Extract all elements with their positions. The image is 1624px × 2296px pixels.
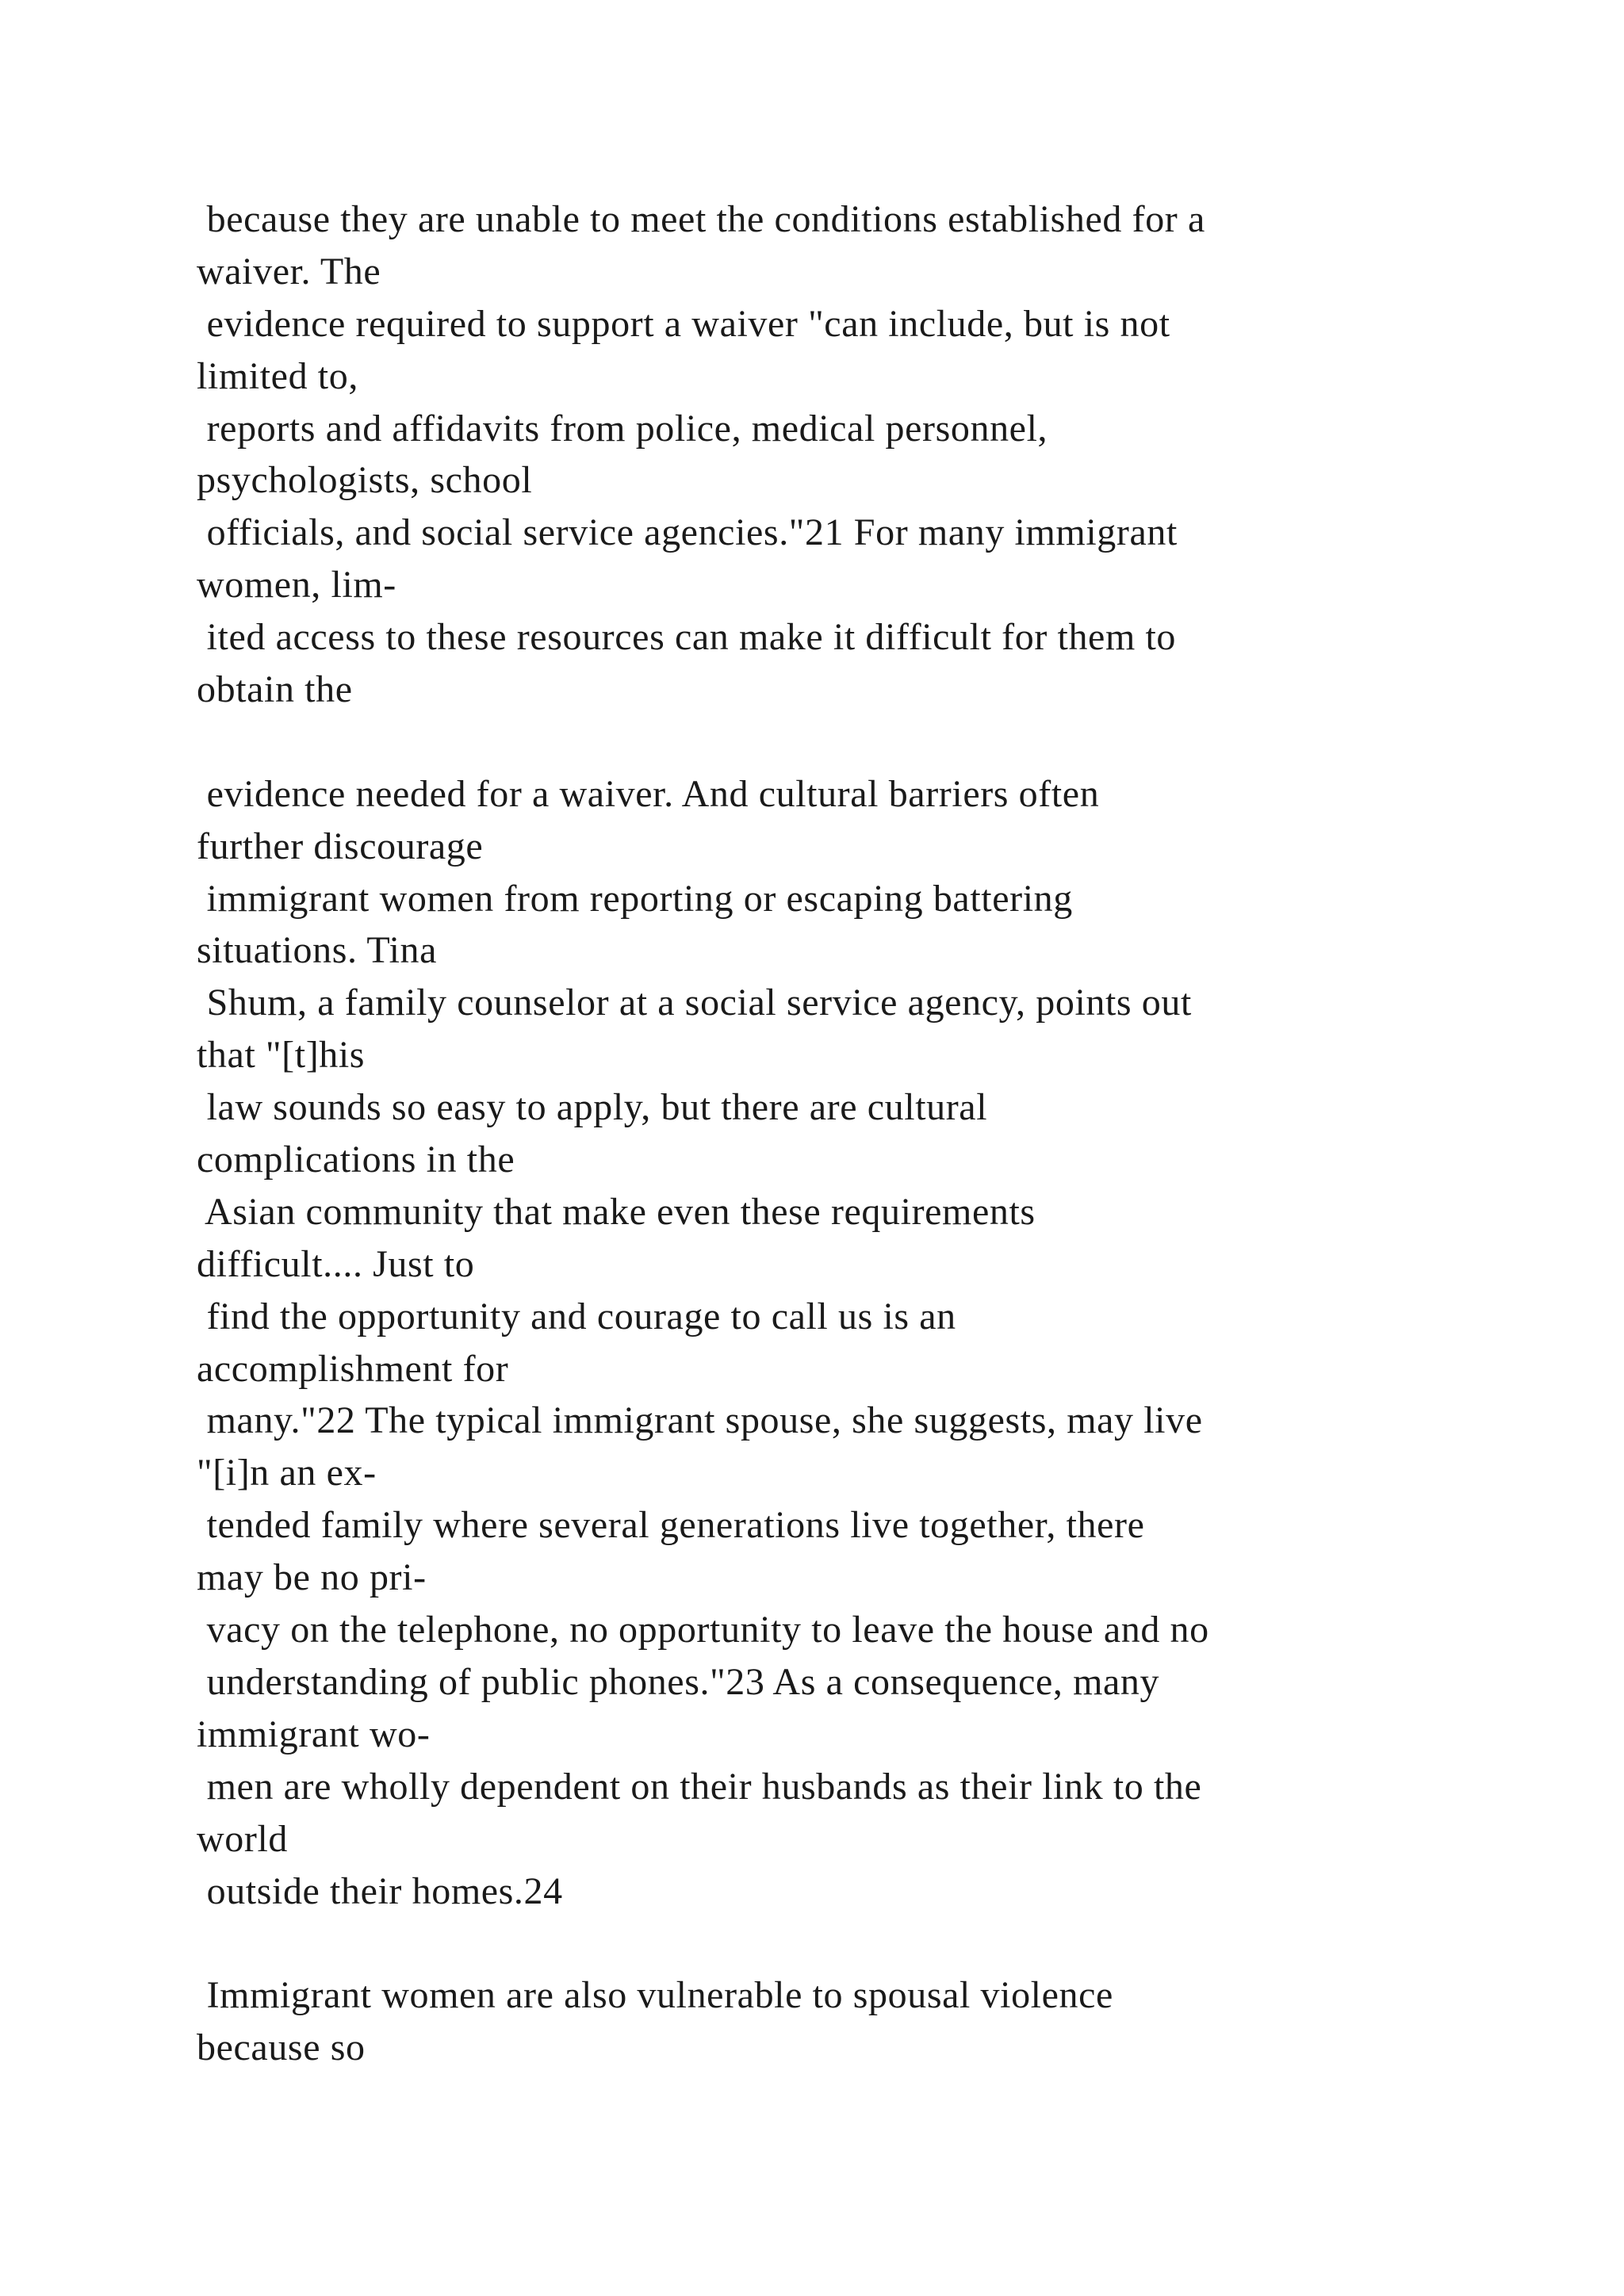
blank-line xyxy=(197,716,1497,768)
blank-line xyxy=(197,1917,1497,1969)
text-line: accomplishment for xyxy=(197,1347,509,1390)
text-line: because they are unable to meet the conditions established for a xyxy=(197,198,1205,240)
body-text xyxy=(197,193,1497,2074)
text-line: reports and affidavits from police, medical personnel, xyxy=(197,407,1048,450)
text-line: immigrant wo- xyxy=(197,1712,431,1755)
text-line: women, lim- xyxy=(197,564,396,607)
text-line: psychologists, school xyxy=(197,459,533,502)
text-line: world xyxy=(197,1817,288,1860)
text-line: further discourage xyxy=(197,825,484,867)
text-line: Immigrant women are also vulnerable to spousal violence xyxy=(197,1974,1113,2017)
text-line: tended family where several generations live together, there xyxy=(197,1504,1145,1547)
text-line: Shum, a family counselor at a social service agency, points out xyxy=(197,982,1192,1024)
text-line: officials, and social service agencies."21 For many immigrant xyxy=(197,511,1178,554)
text-line: waiver. The xyxy=(197,250,381,293)
text-line: find the opportunity and courage to call us is an xyxy=(197,1295,956,1337)
text-line: men are wholly dependent on their husbands as their link to the xyxy=(197,1765,1202,1808)
text-line: that "[t]his xyxy=(197,1034,366,1077)
text-line: situations. Tina xyxy=(197,929,438,972)
text-line: because so xyxy=(197,2026,366,2069)
text-line: obtain the xyxy=(197,668,353,711)
text-line: evidence needed for a waiver. And cultural barriers often xyxy=(197,772,1100,815)
text-line: ited access to these resources can make it difficult for them to xyxy=(197,616,1177,659)
text-line: complications in the xyxy=(197,1138,515,1181)
text-line: law sounds so easy to apply, but there are cultural xyxy=(197,1086,988,1129)
text-line: vacy on the telephone, no opportunity to leave the house and no xyxy=(197,1609,1209,1651)
text-line: evidence required to support a waiver "can include, but is not xyxy=(197,302,1170,345)
text-line: understanding of public phones."23 As a consequence, many xyxy=(197,1660,1160,1703)
text-line: "[i]n an ex- xyxy=(197,1452,377,1494)
text-line: difficult.... Just to xyxy=(197,1242,475,1285)
text-line: immigrant women from reporting or escaping battering xyxy=(197,877,1073,920)
text-line: may be no pri- xyxy=(197,1556,427,1599)
text-line: many."22 The typical immigrant spouse, she suggests, may live xyxy=(197,1399,1203,1442)
text-line: limited to, xyxy=(197,354,358,397)
text-line: outside their homes.24 xyxy=(197,1869,563,1912)
text-line: Asian community that make even these requirements xyxy=(197,1190,1036,1233)
